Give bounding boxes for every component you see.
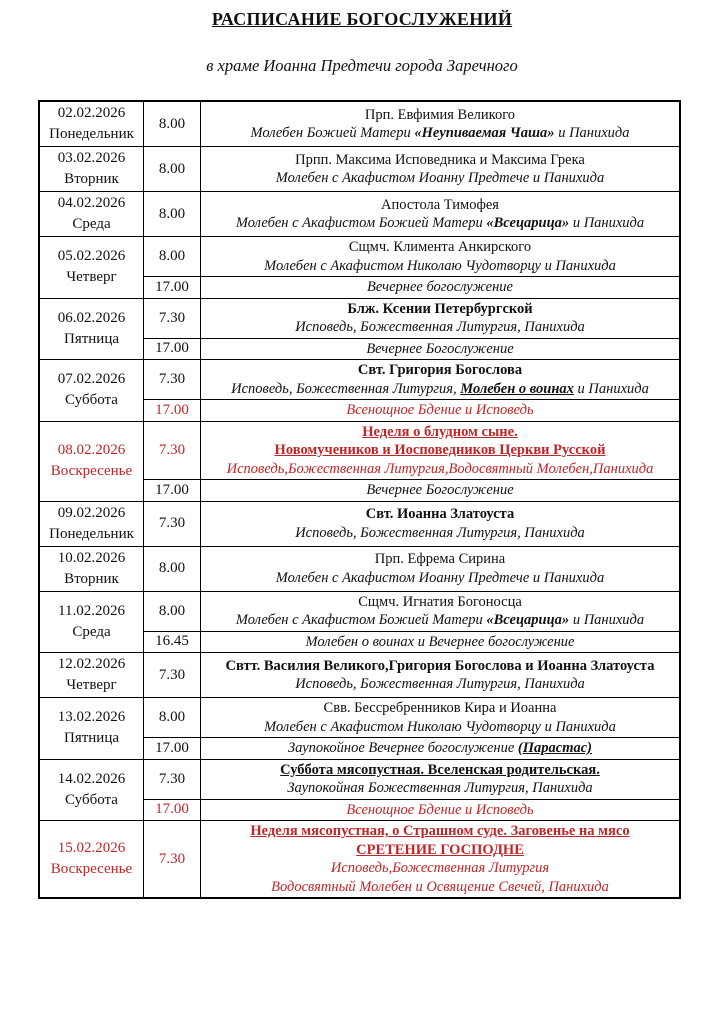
service-cell — [201, 799, 681, 821]
service-text-segment: Свт. Григория Богослова — [357, 362, 523, 378]
schedule-row — [39, 360, 680, 400]
time-cell: 16.45 — [144, 631, 201, 653]
date-cell — [39, 298, 144, 360]
service-text-segment: и Панихида — [569, 215, 645, 231]
service-text-segment: Неделя о блудном сыне. — [362, 423, 518, 440]
service-line — [204, 124, 676, 143]
service-line — [204, 675, 676, 694]
schedule-row — [39, 821, 680, 899]
service-line — [204, 106, 676, 125]
time-cell: 8.00 — [144, 591, 201, 631]
schedule-row — [39, 421, 680, 480]
service-text-segment: Молебен с Акафистом Божией Матери — [235, 215, 487, 231]
weekday-text: Пятница — [63, 330, 120, 347]
service-text-segment: Молебен с Акафистом Божией Матери — [235, 612, 487, 628]
date-cell — [39, 147, 144, 192]
service-cell — [201, 277, 681, 299]
date-cell — [39, 821, 144, 899]
date-cell — [39, 421, 144, 501]
schedule-row — [39, 101, 680, 147]
service-cell — [201, 653, 681, 698]
date-cell — [39, 591, 144, 653]
schedule-row — [39, 653, 680, 698]
service-line — [204, 550, 676, 569]
service-text-segment: Свт. Иоанна Златоуста — [365, 506, 515, 522]
service-line — [204, 878, 676, 897]
service-text-segment: Вечернее богослужение — [367, 279, 513, 295]
weekday-text: Четверг — [66, 269, 117, 286]
service-line — [204, 401, 676, 420]
service-line — [204, 318, 676, 337]
service-text-segment: и Панихида — [569, 612, 645, 628]
time-cell: 8.00 — [144, 237, 201, 277]
service-line — [204, 361, 676, 380]
service-text-segment: Прпп. Максима Исповедника и Максима Грека — [295, 151, 585, 168]
date-text: 02.02.2026 — [57, 105, 126, 121]
date-text: 14.02.2026 — [57, 770, 126, 787]
schedule-row — [39, 237, 680, 277]
service-line — [204, 257, 676, 276]
service-line — [204, 423, 676, 442]
weekday-text: Среда — [72, 623, 111, 640]
service-text-segment: Молебен о воинах и Вечернее богослужение — [305, 633, 575, 650]
page-subtitle: в храме Иоанна Предтечи города Заречного — [206, 56, 518, 75]
service-text-segment: Исповедь, Божественная Литургия, Панихида — [295, 319, 585, 335]
service-text-segment: Сщмч. Игнатия Богоносца — [358, 593, 522, 610]
service-text-segment: Всенощное Бдение и Исповедь — [346, 801, 534, 818]
service-text-segment: Молебен с Акафистом Николаю Чудотворцу и Панихида — [264, 257, 616, 274]
weekday-text: Суббота — [65, 791, 118, 808]
service-cell — [201, 631, 681, 653]
service-line — [204, 699, 676, 718]
schedule-row — [39, 546, 680, 591]
service-text-segment: Блж. Ксении Петербургской — [347, 300, 533, 317]
service-line — [204, 238, 676, 257]
service-cell — [201, 591, 681, 631]
service-text-segment: Неделя мясопустная, о Страшном суде. Заговенье на мясо — [250, 823, 630, 839]
service-text-segment: Заупокойная Божественная Литургия, Панихида — [287, 780, 593, 796]
time-cell: 17.00 — [144, 277, 201, 299]
service-text-segment: Апостола Тимофея — [381, 196, 499, 213]
service-line — [204, 524, 676, 543]
service-text-segment: Исповедь, Божественная Литургия, Панихида — [295, 524, 585, 541]
service-text-segment: Вечернее Богослужение — [366, 482, 514, 498]
service-line — [204, 300, 676, 319]
service-cell — [201, 698, 681, 738]
service-text-segment: СРЕТЕНИЕ ГОСПОДНЕ — [356, 841, 524, 858]
time-cell: 8.00 — [144, 101, 201, 147]
service-cell — [201, 738, 681, 760]
service-cell — [201, 480, 681, 502]
date-text: 09.02.2026 — [57, 504, 126, 521]
service-line — [204, 380, 676, 399]
schedule-row — [39, 298, 680, 338]
service-text-segment: Водосвятный Молебен и Освящение Свечей, Панихида — [271, 878, 609, 895]
weekday-text: Вторник — [64, 171, 119, 187]
service-line — [204, 169, 676, 188]
service-line — [204, 739, 676, 758]
date-cell — [39, 501, 144, 546]
date-text: 11.02.2026 — [58, 602, 125, 619]
schedule-row — [39, 192, 680, 237]
service-line — [204, 657, 676, 676]
service-line — [204, 779, 676, 798]
service-cell — [201, 101, 681, 147]
service-cell — [201, 338, 681, 360]
service-text-segment: Вечернее Богослужение — [366, 340, 514, 357]
weekday-text: Вторник — [64, 570, 119, 587]
date-text: 13.02.2026 — [57, 709, 126, 726]
service-line — [204, 841, 676, 860]
service-cell — [201, 821, 681, 899]
service-text-segment: Заупокойное Вечернее богослужение — [287, 740, 518, 756]
service-cell — [201, 546, 681, 591]
service-text-segment: Молебен Божией Матери — [250, 125, 415, 141]
service-text-segment: Прп. Евфимия Великого — [364, 106, 516, 123]
time-cell: 7.30 — [144, 653, 201, 698]
weekday-text: Воскресенье — [50, 463, 133, 479]
page-title: РАСПИСАНИЕ БОГОСЛУЖЕНИЙ — [211, 9, 513, 29]
service-text-segment: Исповедь, Божественная Литургия, — [231, 380, 461, 397]
service-text-segment: Молебен с Акафистом Иоанну Предтече и Панихида — [275, 170, 605, 186]
time-cell: 17.00 — [144, 799, 201, 821]
time-cell: 17.00 — [144, 338, 201, 360]
date-text: 04.02.2026 — [57, 195, 126, 211]
service-cell — [201, 298, 681, 338]
date-text: 08.02.2026 — [57, 442, 126, 458]
service-cell — [201, 501, 681, 546]
service-line — [204, 481, 676, 500]
weekday-text: Пятница — [63, 730, 120, 747]
service-line — [204, 340, 676, 359]
time-cell: 8.00 — [144, 698, 201, 738]
service-text-segment: Свтт. Василия Великого,Григория Богослова и Иоанна Златоуста — [225, 657, 655, 674]
service-text-segment: «Всецарица» — [486, 612, 570, 628]
service-text-segment: Новомучеников и Иосповедников Церкви Русской — [274, 442, 606, 458]
date-cell — [39, 698, 144, 760]
service-text-segment: Исповедь, Божественная Литургия, Панихида — [295, 676, 585, 692]
time-cell: 7.30 — [144, 759, 201, 799]
service-text-segment: Исповедь,Божественная Литургия — [330, 860, 550, 876]
time-cell: 7.30 — [144, 421, 201, 480]
service-text-segment: Всенощное Бдение и Исповедь — [346, 402, 534, 418]
service-text-segment: «Всецарица» — [486, 215, 570, 231]
service-text-segment: Сщмч. Климента Анкирского — [348, 239, 532, 255]
date-cell — [39, 653, 144, 698]
service-line — [204, 633, 676, 652]
time-cell: 17.00 — [144, 738, 201, 760]
date-text: 07.02.2026 — [57, 371, 126, 388]
service-cell — [201, 192, 681, 237]
time-cell: 8.00 — [144, 546, 201, 591]
service-line — [204, 196, 676, 215]
time-cell: 8.00 — [144, 192, 201, 237]
time-cell: 17.00 — [144, 400, 201, 422]
weekday-text: Понедельник — [49, 525, 134, 542]
schedule-table — [38, 100, 681, 899]
date-cell — [39, 759, 144, 821]
date-cell — [39, 101, 144, 147]
schedule-row — [39, 147, 680, 192]
service-line — [204, 859, 676, 878]
service-text-segment: Прп. Ефрема Сирина — [374, 551, 506, 567]
weekday-text: Воскресенье — [50, 861, 133, 877]
weekday-text: Суббота — [65, 392, 118, 409]
service-text-segment: Молебен о воинах — [460, 380, 574, 397]
weekday-text: Среда — [72, 216, 111, 232]
service-text-segment: и Панихида — [573, 380, 649, 397]
date-cell — [39, 546, 144, 591]
time-cell: 7.30 — [144, 360, 201, 400]
service-text-segment: и Панихида — [554, 125, 630, 141]
service-line — [204, 505, 676, 524]
service-line — [204, 761, 676, 780]
date-text: 03.02.2026 — [57, 150, 126, 166]
schedule-table-body — [39, 101, 680, 898]
time-cell: 8.00 — [144, 147, 201, 192]
date-cell — [39, 360, 144, 422]
service-cell — [201, 237, 681, 277]
service-text-segment: Суббота мясопустная. Вселенская родительская. — [280, 761, 600, 778]
date-text: 05.02.2026 — [57, 248, 126, 265]
date-text: 15.02.2026 — [57, 840, 126, 856]
schedule-row — [39, 501, 680, 546]
date-text: 10.02.2026 — [57, 549, 126, 566]
time-cell: 7.30 — [144, 298, 201, 338]
date-cell — [39, 192, 144, 237]
service-line — [204, 593, 676, 612]
service-line — [204, 214, 676, 233]
service-text-segment: Молебен с Акафистом Иоанну Предтече и Панихида — [275, 569, 605, 586]
schedule-row — [39, 591, 680, 631]
service-line — [204, 569, 676, 588]
time-cell: 17.00 — [144, 480, 201, 502]
service-line — [204, 278, 676, 297]
service-cell — [201, 147, 681, 192]
service-line — [204, 441, 676, 460]
date-cell — [39, 237, 144, 299]
service-text-segment: Свв. Бессребренников Кира и Иоанна — [323, 700, 557, 716]
service-line — [204, 718, 676, 737]
service-text-segment: Исповедь,Божественная Литургия,Водосвятный Молебен,Панихида — [226, 460, 654, 477]
service-cell — [201, 360, 681, 400]
service-line — [204, 801, 676, 820]
schedule-row — [39, 759, 680, 799]
service-cell — [201, 400, 681, 422]
service-text-segment: «Неупиваемая Чаша» — [414, 125, 555, 141]
time-cell: 7.30 — [144, 501, 201, 546]
service-cell — [201, 759, 681, 799]
weekday-text: Понедельник — [49, 126, 134, 142]
service-line — [204, 611, 676, 630]
schedule-row — [39, 698, 680, 738]
service-cell — [201, 421, 681, 480]
service-text-segment: Молебен с Акафистом Николаю Чудотворцу и Панихида — [264, 718, 616, 735]
service-line — [204, 822, 676, 841]
service-line — [204, 460, 676, 479]
weekday-text: Четверг — [66, 677, 117, 693]
date-text: 12.02.2026 — [57, 656, 126, 672]
service-text-segment: (Парастас) — [517, 740, 593, 756]
date-text: 06.02.2026 — [57, 309, 126, 326]
time-cell: 7.30 — [144, 821, 201, 899]
service-line — [204, 151, 676, 170]
